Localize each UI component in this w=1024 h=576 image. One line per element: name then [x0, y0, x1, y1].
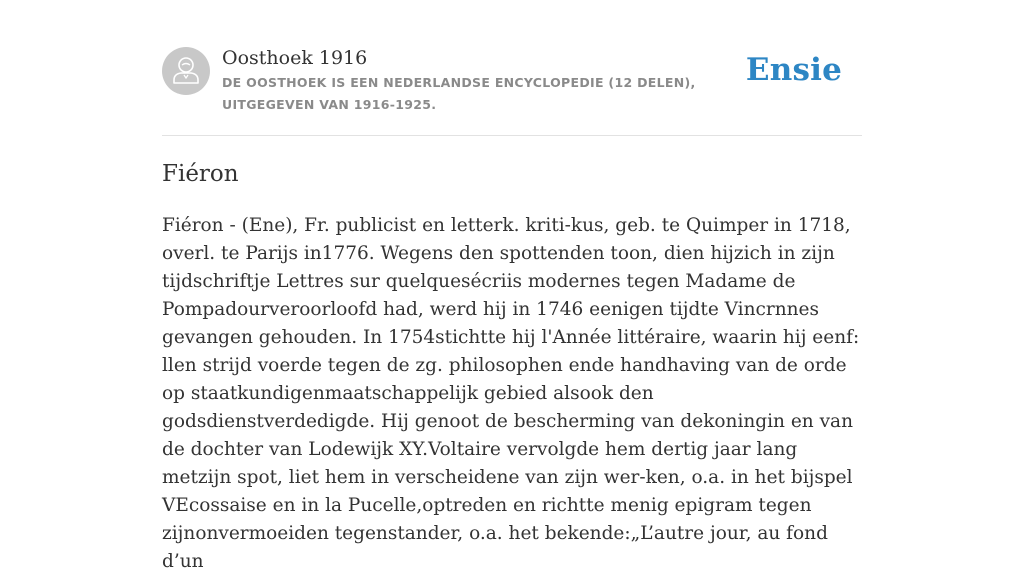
- entry-title: Fiéron: [162, 161, 239, 187]
- entry-body: Fiéron - (Ene), Fr. publicist en letterk. kriti-kus, geb. te Quimper in 1718, overl. te Parijs in1776. Wegens den spottenden toon, dien hijzich in zijn tijdschriftje Lettres sur quelquesécriis modernes tegen Madame de Pompadourveroorloofd had, werd hij in 1746 eenigen tijdte Vincrnnes gevangen gehouden. In 1754stichtte hij l'Année littéraire, waarin hij eenf: llen strijd voerde tegen de zg. philosophen ende handhaving van de orde op staatkundigenmaatschappelijk gebied alsook den godsdienstverdedigde. Hij genoot de bescherming van dekoningin en van de dochter van Lodewijk XY.Voltaire vervolgde hem dertig jaar lang metzijn spot, liet hem in verscheidene van zijn wer-ken, o.a. in het bijspel VEcossaise en in la Pucelle,optreden en richtte menig epigram tegen zijnonvermoeiden tegenstander, o.a. het bekende:„L’autre jour, au fond d’un: [162, 215, 860, 572]
- source-header: [162, 46, 862, 116]
- header-divider: [162, 135, 862, 136]
- source-description: DE OOSTHOEK IS EEN NEDERLANDSE ENCYCLOPEDIE (12 DELEN), UITGEGEVEN VAN 1916-1925.: [222, 75, 696, 112]
- user-icon: [162, 47, 210, 95]
- source-title[interactable]: Oosthoek 1916: [222, 47, 368, 69]
- avatar: [162, 47, 210, 95]
- brand-logo[interactable]: Ensie: [745, 52, 842, 88]
